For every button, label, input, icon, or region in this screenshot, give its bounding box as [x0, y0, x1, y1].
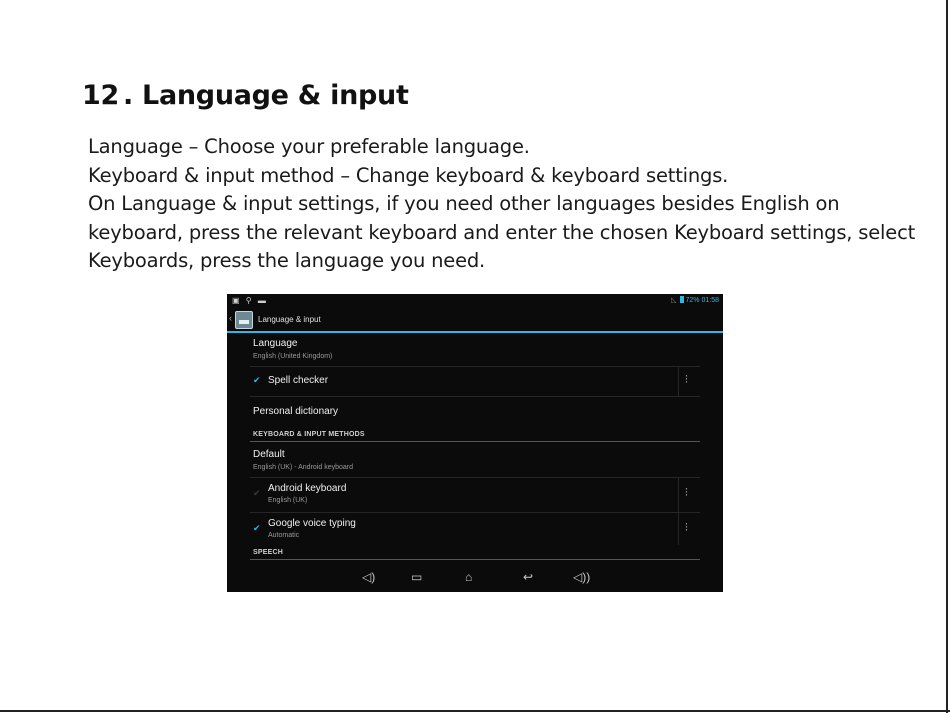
android-keyboard-settings[interactable] [678, 477, 701, 512]
checkmark-icon[interactable]: ✔ [253, 375, 261, 385]
page-border-right [946, 0, 948, 713]
android-keyboard-row[interactable] [250, 477, 700, 513]
keyboard-section-header: KEYBOARD & INPUT METHODS [253, 431, 365, 438]
language-row[interactable] [250, 334, 700, 367]
language-input-app-icon[interactable] [235, 311, 253, 329]
settings-sliders-icon: ⫶ [685, 522, 688, 534]
back-icon[interactable]: ↩ [523, 570, 534, 584]
page-border-bottom [0, 710, 950, 712]
section-number: 12 [82, 80, 119, 111]
default-sub: English (UK) - Android keyboard [253, 464, 353, 471]
status-bar [227, 294, 723, 308]
default-row[interactable] [250, 442, 700, 478]
home-icon[interactable]: ⌂ [465, 570, 473, 584]
section-heading [82, 80, 409, 111]
action-bar-title: Language & input [258, 315, 321, 324]
google-voice-title: Google voice typing [268, 518, 356, 529]
volume-up-icon[interactable]: ◁)) [573, 570, 591, 584]
spell-checker-title: Spell checker [268, 375, 329, 386]
clock: 01:58 [701, 297, 719, 304]
status-right [671, 296, 719, 304]
volume-down-icon[interactable]: ◁) [362, 570, 376, 584]
navigation-bar [227, 564, 723, 592]
recent-apps-icon[interactable]: ▭ [411, 570, 423, 584]
settings-screenshot [227, 294, 723, 592]
notification-icons: ▣ ⚲ ▬ [232, 296, 268, 305]
action-bar [227, 308, 723, 333]
google-voice-row[interactable] [250, 512, 700, 545]
battery-level: 72% [685, 297, 700, 304]
body-line: On Language & input settings, if you need other languages besides English on [88, 192, 840, 215]
signal-warning-icon: ◺ [671, 297, 677, 304]
language-title: Language [253, 338, 298, 349]
android-keyboard-sub: English (UK) [268, 497, 308, 504]
body-text [88, 133, 928, 276]
checkmark-icon[interactable]: ✔ [253, 523, 261, 533]
body-line: Keyboard & input method – Change keyboard & keyboard settings. [88, 163, 729, 187]
body-line: Language – Choose your preferable language. [88, 135, 530, 158]
settings-sliders-icon: ⫶ [685, 487, 688, 499]
speech-section-header: SPEECH [253, 549, 283, 556]
spell-checker-settings[interactable] [678, 366, 701, 396]
section-divider [250, 559, 700, 560]
up-caret-icon[interactable]: ‹ [229, 313, 232, 323]
personal-dictionary-row[interactable] [250, 396, 700, 426]
body-line: Keyboards, press the language you need. [88, 249, 486, 272]
personal-dictionary-title: Personal dictionary [253, 406, 339, 417]
default-title: Default [253, 449, 285, 460]
battery-icon [680, 296, 684, 303]
spell-checker-row[interactable] [250, 366, 700, 397]
settings-sliders-icon: ⫶ [685, 374, 688, 386]
google-voice-sub: Automatic [268, 532, 300, 539]
section-title: . Language & input [122, 80, 409, 111]
android-keyboard-title: Android keyboard [268, 483, 347, 494]
language-sub: English (United Kingdom) [253, 353, 333, 360]
checkmark-icon[interactable]: ✔ [253, 488, 261, 498]
body-line: keyboard, press the relevant keyboard and enter the chosen Keyboard settings, select [88, 220, 916, 244]
google-voice-settings[interactable] [678, 512, 701, 545]
